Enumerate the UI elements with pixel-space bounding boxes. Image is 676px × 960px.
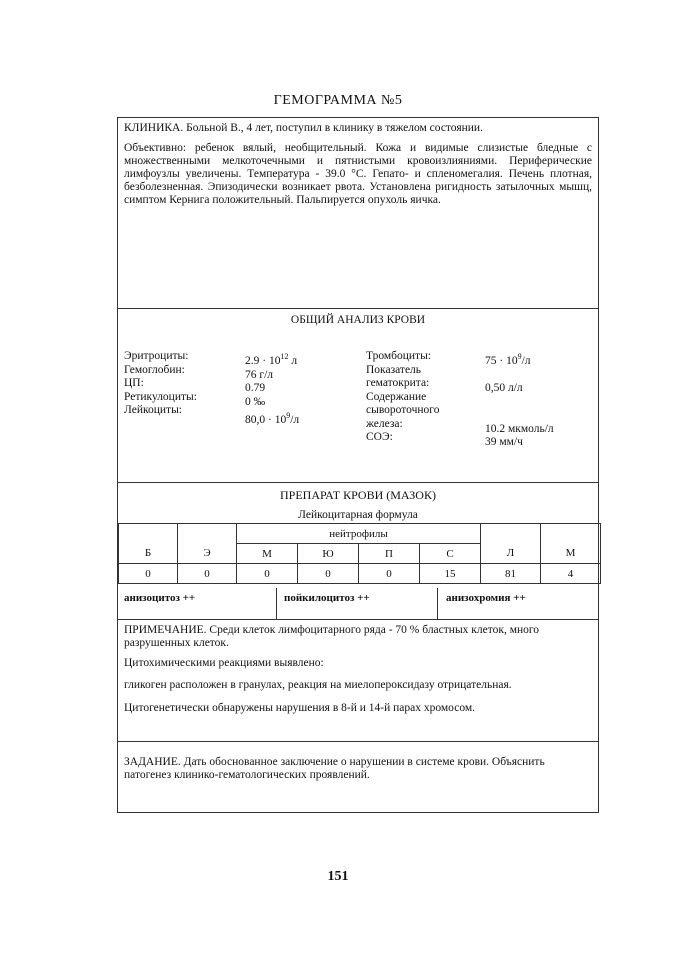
clinic-intro: КЛИНИКА. Больной В., 4 лет, поступил в клинику в тяжелом состоянии. bbox=[124, 122, 483, 134]
esr-label: СОЭ: bbox=[366, 431, 393, 443]
platelets-label: Тромбоциты: bbox=[366, 350, 432, 362]
hemoglobin-value: 76 г/л bbox=[245, 368, 274, 381]
leuko-value: $80,0 \cdot 10^9/л$ bbox=[245, 411, 300, 426]
smear-heading-wrap bbox=[118, 488, 598, 521]
clinic-section bbox=[118, 122, 598, 207]
header-cell: М bbox=[237, 544, 298, 564]
cbc-values-right bbox=[485, 350, 554, 450]
value-cell: 81 bbox=[481, 564, 541, 584]
iron-label-2: сывороточного bbox=[366, 404, 440, 416]
platelets-value: $75 \cdot 10^9/л$ bbox=[485, 352, 531, 367]
table-cell bbox=[178, 524, 237, 544]
iron-label-1: Содержание bbox=[366, 390, 427, 403]
value-cell: 0 bbox=[359, 564, 420, 584]
task-text: ЗАДАНИЕ. Дать обоснованное заключение о нарушении в системе крови. Объяснить патогенез клинико-гематологических проявлений. bbox=[124, 756, 545, 781]
note-line4: Цитогенетически обнаружены нарушения в 8-й и 14-й парах хромосом. bbox=[124, 702, 476, 714]
ci-value: 0.79 bbox=[245, 382, 266, 394]
divider-cbc bbox=[118, 482, 598, 483]
leuko-label: Лейкоциты: bbox=[124, 404, 182, 416]
divider bbox=[276, 588, 277, 619]
smear-heading: ПРЕПАРАТ КРОВИ (МАЗОК) bbox=[280, 488, 436, 502]
table-row bbox=[119, 524, 601, 544]
header-cell: Л bbox=[481, 544, 541, 564]
value-cell: 0 bbox=[237, 564, 298, 584]
note-line2: Цитохимическими реакциями выявлено: bbox=[124, 657, 324, 669]
note-line3: гликоген расположен в гранулах, реакция на миелопероксидазу отрицательная. bbox=[124, 679, 512, 691]
divider-clinic bbox=[118, 308, 598, 309]
iron-value: 10.2 мкмоль/л bbox=[485, 422, 554, 435]
table-cell bbox=[541, 524, 601, 544]
hct-label-2: гематокрита: bbox=[366, 377, 430, 389]
poikilocytosis: пойкилоцитоз ++ bbox=[284, 592, 370, 604]
divider bbox=[437, 588, 438, 619]
cbc-labels-right bbox=[366, 350, 439, 445]
table-row bbox=[119, 544, 601, 564]
value-cell: 4 bbox=[541, 564, 601, 584]
ci-label: ЦП: bbox=[124, 377, 144, 389]
esr-value: 39 мм/ч bbox=[485, 436, 523, 448]
note-section bbox=[118, 624, 598, 715]
neutrophils-header: нейтрофилы bbox=[237, 524, 481, 544]
erythrocytes-value: $2.9 \cdot 10^{12}$ л bbox=[245, 352, 298, 367]
header-cell: Б bbox=[119, 544, 178, 564]
header-cell: Э bbox=[178, 544, 237, 564]
page-number: 151 bbox=[327, 869, 349, 884]
erythrocytes-label: Эритроциты: bbox=[124, 350, 189, 362]
hct-value: 0,50 л/л bbox=[485, 382, 523, 394]
hemogram-frame bbox=[117, 117, 599, 813]
formula-label: Лейкоцитарная формула bbox=[298, 509, 418, 521]
header-cell: С bbox=[420, 544, 481, 564]
clinic-objective: Объективно: ребенок вялый, необщительный. Кожа и видимые слизистые бледные с множественными мелкоточечными и пятнистыми кровоизлияниями. Периферические лимфоузлы увеличены. Температура - 39.0 °С. Гепато- и спленомегалия. Печень плотная, безболезненная. Эпизодически возникает рвота. Установлена ригидность затылочных мышц, симптом Кернига положительный. Пальпируется опухоль яичка. bbox=[124, 142, 592, 206]
leukocyte-formula-table bbox=[118, 523, 601, 584]
divider-note bbox=[118, 741, 598, 742]
anisochromia: анизохромия ++ bbox=[446, 592, 526, 604]
value-cell: 0 bbox=[119, 564, 178, 584]
anisocytosis: анизоцитоз ++ bbox=[124, 592, 196, 604]
hemoglobin-label: Гемоглобин: bbox=[124, 363, 185, 376]
header-cell: Ю bbox=[298, 544, 359, 564]
header-cell: М bbox=[541, 544, 601, 564]
iron-label-3: железа: bbox=[366, 417, 403, 430]
cbc-labels-left bbox=[124, 350, 197, 418]
note-line1: ПРИМЕЧАНИЕ. Среди клеток лимфоцитарного ряда - 70 % бластных клеток, много разрушенных клеток. bbox=[124, 624, 540, 649]
table-cell bbox=[119, 524, 178, 544]
header-cell: П bbox=[359, 544, 420, 564]
morphology-row bbox=[118, 588, 598, 619]
retic-label: Ретикулоциты: bbox=[124, 390, 197, 403]
cbc-values-left bbox=[245, 350, 299, 428]
value-cell: 15 bbox=[420, 564, 481, 584]
value-cell: 0 bbox=[298, 564, 359, 584]
retic-value: 0 ‰ bbox=[245, 395, 266, 408]
divider-morphology bbox=[118, 619, 598, 620]
page-title: ГЕМОГРАММА №5 bbox=[273, 93, 403, 108]
cbc-heading: ОБЩИЙ АНАЛИЗ КРОВИ bbox=[290, 314, 426, 326]
task-section bbox=[118, 756, 598, 782]
hct-label-1: Показатель bbox=[366, 363, 422, 376]
table-cell bbox=[481, 524, 541, 544]
table-row bbox=[119, 564, 601, 584]
value-cell: 0 bbox=[178, 564, 237, 584]
